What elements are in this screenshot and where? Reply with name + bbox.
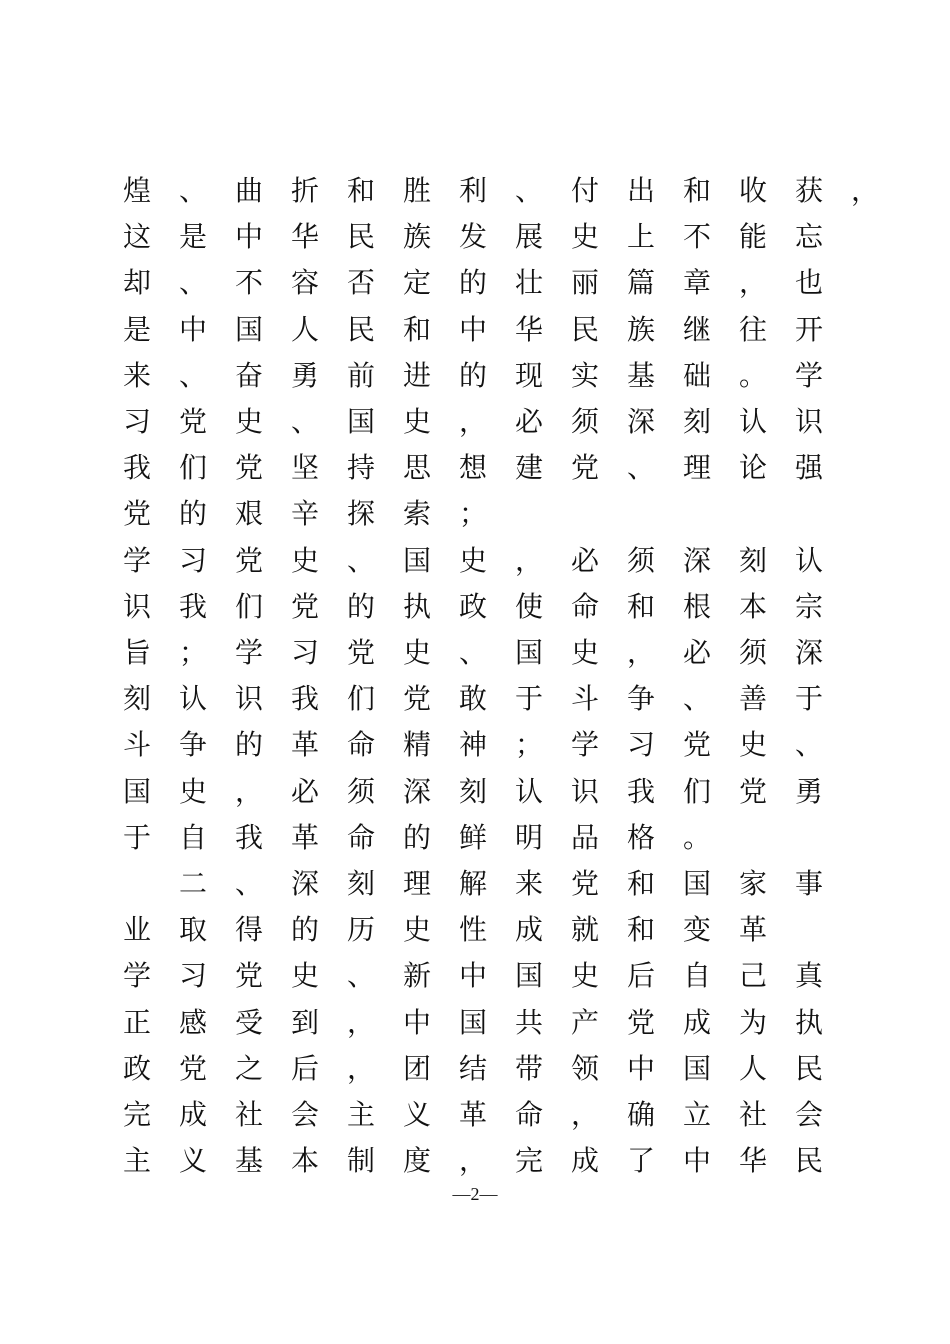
text-line: 刻 认 识 我 们 党 敢 于 斗 争 、 善 于	[122, 682, 823, 716]
text-line: 这 是 中 华 民 族 发 展 史 上 不 能 忘	[122, 220, 823, 254]
text-line: 正 感 受 到 ， 中 国 共 产 党 成 为 执	[122, 1005, 823, 1039]
text-line: 业 取 得 的 历 史 性 成 就 和 变 革	[122, 913, 767, 947]
text-line: 国 史 ， 必 须 深 刻 认 识 我 们 党 勇	[122, 774, 823, 808]
text-line: 煌 、 曲 折 和 胜 利 、 付 出 和 收 获 ，	[122, 174, 879, 207]
text-line: 习 党 史 、 国 史 ， 必 须 深 刻 认 识	[122, 405, 823, 438]
text-line: 于 自 我 革 命 的 鲜 明 品 格 。	[122, 820, 711, 854]
text-line: 政 党 之 后 ， 团 结 带 领 中 国 人 民	[122, 1051, 823, 1085]
text-line: 旨 ； 学 习 党 史 、 国 史 ， 必 须 深	[122, 636, 823, 669]
text-line: 党 的 艰 辛 探 索 ；	[122, 497, 487, 531]
text-line: 学 习 党 史 、 新 中 国 史 后 自 己 真	[122, 959, 823, 993]
text-line: 主 义 基 本 制 度 ， 完 成 了 中 华 民	[122, 1144, 823, 1178]
text-line: 斗 争 的 革 命 精 神 ； 学 习 党 史 、	[122, 728, 823, 762]
text-line: 完 成 社 会 主 义 革 命 ， 确 立 社 会	[122, 1098, 823, 1131]
text-line: 我 们 党 坚 持 思 想 建 党 、 理 论 强	[122, 451, 823, 485]
text-line: 是 中 国 人 民 和 中 华 民 族 继 往 开	[122, 312, 823, 346]
text-line: 学 习 党 史 、 国 史 ， 必 须 深 刻 认	[122, 543, 823, 577]
page-number: —2—	[452, 1184, 498, 1204]
text-line: 识 我 们 党 的 执 政 使 命 和 根 本 宗	[122, 589, 823, 623]
text-line: 二 、 深 刻 理 解 来 党 和 国 家 事	[178, 867, 823, 900]
text-line: 来 、 奋 勇 前 进 的 现 实 基 础 。 学	[122, 358, 823, 392]
text-line: 却 、 不 容 否 定 的 壮 丽 篇 章 ， 也	[122, 266, 823, 300]
